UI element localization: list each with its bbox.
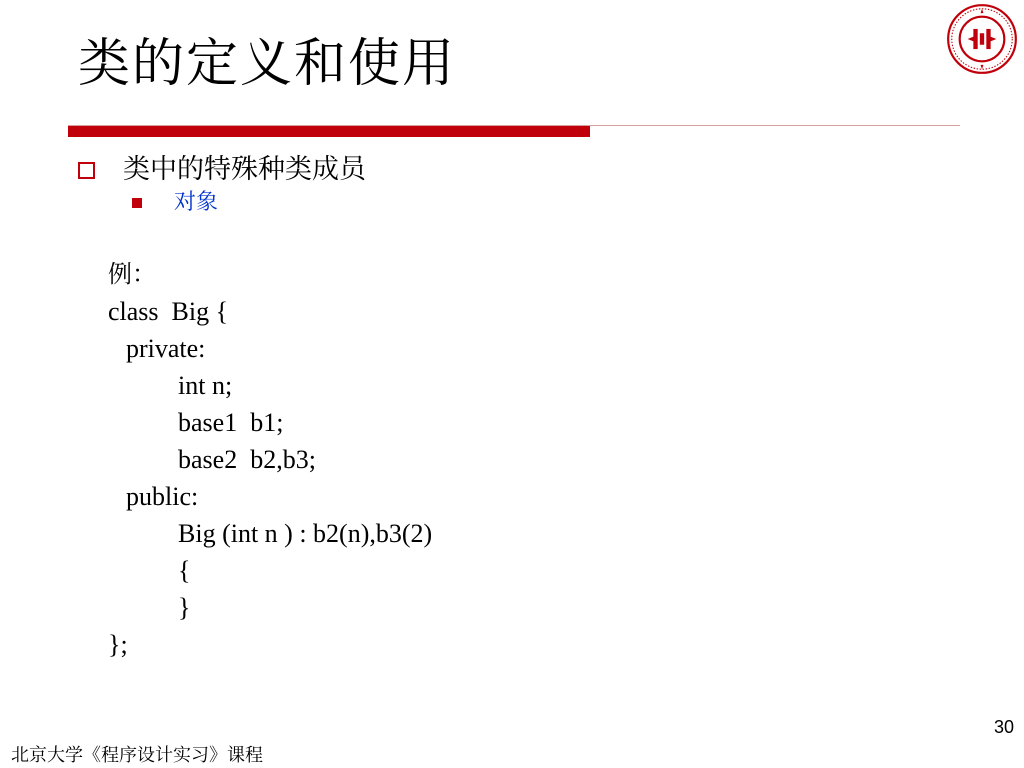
code-line: { — [178, 556, 191, 585]
code-line: base2 b2,b3; — [178, 445, 316, 474]
hollow-square-bullet-icon — [78, 162, 95, 179]
code-line: int n; — [178, 371, 233, 400]
bullet-level1-text: 类中的特殊种类成员 — [123, 154, 366, 185]
bullet-level2-text: 对象 — [174, 190, 219, 215]
slide-title: 类的定义和使用 — [78, 34, 457, 94]
code-line: 例： — [108, 260, 156, 288]
code-line: } — [178, 593, 191, 622]
code-line: base1 b1; — [178, 408, 284, 437]
code-example — [108, 256, 432, 663]
code-line: public: — [126, 482, 199, 511]
peking-university-seal-icon — [946, 3, 1018, 75]
filled-square-bullet-icon — [132, 198, 142, 208]
code-line: }; — [108, 630, 128, 659]
code-line: class Big { — [108, 297, 229, 326]
bullet-level2 — [132, 188, 218, 218]
footer-course-name: 北京大学《程序设计实习》课程 — [11, 745, 263, 766]
page-number: 30 — [993, 717, 1014, 737]
bullet-level1 — [78, 152, 366, 188]
code-line: private: — [126, 334, 206, 363]
code-line: Big (int n ) : b2(n),b3(2) — [178, 519, 433, 548]
title-divider-thick — [68, 126, 590, 137]
